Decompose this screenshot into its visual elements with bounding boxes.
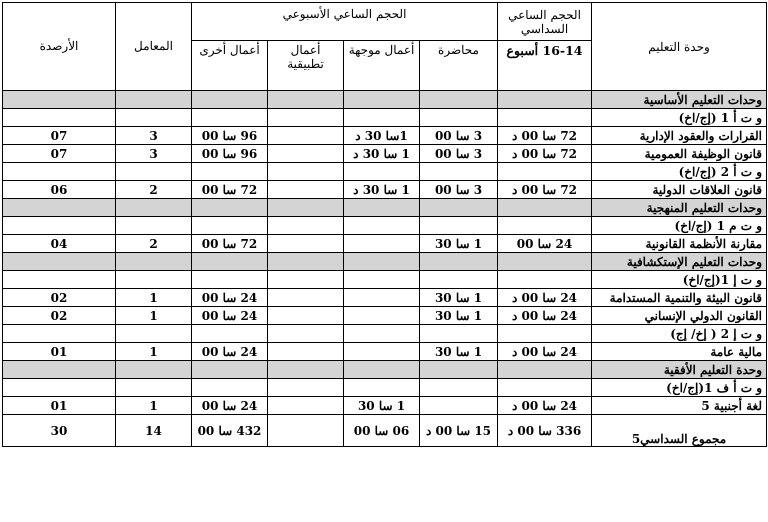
empty-cell bbox=[192, 217, 268, 235]
cell-semester: 24 سا 00 د bbox=[498, 289, 592, 307]
cell-credits: 06 bbox=[3, 181, 116, 199]
cell-tutorial bbox=[344, 235, 420, 253]
cell-lecture: 15 سا 00 د bbox=[420, 415, 498, 447]
header-weekly-hours: الحجم الساعي الأسبوعي bbox=[192, 3, 498, 41]
cell-tutorial bbox=[344, 307, 420, 325]
empty-cell bbox=[192, 325, 268, 343]
empty-cell bbox=[498, 379, 592, 397]
empty-cell bbox=[116, 271, 192, 289]
empty-cell bbox=[3, 379, 116, 397]
empty-cell bbox=[3, 217, 116, 235]
cell-tutorial bbox=[344, 289, 420, 307]
header-unit: وحدة التعليم bbox=[592, 3, 767, 91]
cell-coef: 3 bbox=[116, 145, 192, 163]
cell-name: القانون الدولي الإنساني bbox=[592, 307, 767, 325]
course-row bbox=[3, 127, 767, 145]
cell-other: 24 سا 00 bbox=[192, 343, 268, 361]
cell-lecture: 1 سا 30 bbox=[420, 343, 498, 361]
empty-cell bbox=[192, 163, 268, 181]
cell-practical bbox=[268, 181, 344, 199]
empty-cell bbox=[192, 199, 268, 217]
cell-practical bbox=[268, 307, 344, 325]
empty-cell bbox=[116, 253, 192, 271]
cell-lecture: 3 سا 00 bbox=[420, 145, 498, 163]
section-label: وحدات التعليم الأساسية bbox=[592, 91, 767, 109]
empty-cell bbox=[192, 379, 268, 397]
curriculum-table bbox=[2, 2, 767, 447]
cell-tutorial: 1 سا 30 bbox=[344, 397, 420, 415]
cell-credits: 04 bbox=[3, 235, 116, 253]
cell-other: 72 سا 00 bbox=[192, 235, 268, 253]
empty-cell bbox=[116, 91, 192, 109]
empty-cell bbox=[3, 361, 116, 379]
cell-name: مقارنة الأنظمة القانونية bbox=[592, 235, 767, 253]
empty-cell bbox=[3, 325, 116, 343]
cell-lecture bbox=[420, 397, 498, 415]
cell-semester: 72 سا 00 د bbox=[498, 127, 592, 145]
empty-cell bbox=[116, 163, 192, 181]
empty-cell bbox=[344, 271, 420, 289]
table-body bbox=[3, 91, 767, 447]
cell-practical bbox=[268, 415, 344, 447]
subunit-label: و ت أ ف 1(إج/اخ) bbox=[592, 379, 767, 397]
empty-cell bbox=[192, 91, 268, 109]
empty-cell bbox=[116, 325, 192, 343]
header-credits: الأرصدة bbox=[3, 3, 116, 91]
empty-cell bbox=[498, 253, 592, 271]
empty-cell bbox=[498, 361, 592, 379]
empty-cell bbox=[116, 199, 192, 217]
subunit-label: و ت إ 2 ( إخ/ إج) bbox=[592, 325, 767, 343]
cell-tutorial: 1 سا 30 د bbox=[344, 145, 420, 163]
section-row bbox=[3, 361, 767, 379]
section-label: وحدات التعليم المنهجية bbox=[592, 199, 767, 217]
empty-cell bbox=[344, 325, 420, 343]
empty-cell bbox=[3, 91, 116, 109]
subunit-label: و ت أ 2 (إج/اخ) bbox=[592, 163, 767, 181]
cell-other: 24 سا 00 bbox=[192, 397, 268, 415]
subunit-label: و ت إ 1(إج/اخ) bbox=[592, 271, 767, 289]
empty-cell bbox=[116, 109, 192, 127]
cell-semester: 24 سا 00 د bbox=[498, 397, 592, 415]
empty-cell bbox=[268, 253, 344, 271]
empty-cell bbox=[498, 163, 592, 181]
cell-lecture: 3 سا 00 bbox=[420, 127, 498, 145]
cell-credits: 02 bbox=[3, 289, 116, 307]
empty-cell bbox=[344, 109, 420, 127]
empty-cell bbox=[3, 253, 116, 271]
cell-other: 24 سا 00 bbox=[192, 307, 268, 325]
empty-cell bbox=[420, 163, 498, 181]
empty-cell bbox=[344, 253, 420, 271]
course-row bbox=[3, 181, 767, 199]
cell-credits: 01 bbox=[3, 397, 116, 415]
cell-coef: 1 bbox=[116, 397, 192, 415]
empty-cell bbox=[420, 253, 498, 271]
empty-cell bbox=[268, 91, 344, 109]
empty-cell bbox=[268, 325, 344, 343]
empty-cell bbox=[344, 217, 420, 235]
course-row bbox=[3, 343, 767, 361]
empty-cell bbox=[3, 109, 116, 127]
cell-credits: 01 bbox=[3, 343, 116, 361]
header-coefficient: المعامل bbox=[116, 3, 192, 91]
empty-cell bbox=[268, 163, 344, 181]
subunit-row bbox=[3, 325, 767, 343]
cell-semester: 72 سا 00 د bbox=[498, 145, 592, 163]
empty-cell bbox=[420, 379, 498, 397]
empty-cell bbox=[420, 217, 498, 235]
cell-semester: 24 سا 00 د bbox=[498, 343, 592, 361]
cell-tutorial: 1سا 30 د bbox=[344, 127, 420, 145]
cell-other: 432 سا 00 bbox=[192, 415, 268, 447]
cell-coef: 14 bbox=[116, 415, 192, 447]
cell-coef: 1 bbox=[116, 343, 192, 361]
cell-lecture: 1 سا 30 bbox=[420, 235, 498, 253]
cell-practical bbox=[268, 145, 344, 163]
empty-cell bbox=[344, 361, 420, 379]
empty-cell bbox=[268, 361, 344, 379]
course-row bbox=[3, 397, 767, 415]
subunit-row bbox=[3, 379, 767, 397]
cell-tutorial: 1 سا 30 د bbox=[344, 181, 420, 199]
section-row bbox=[3, 91, 767, 109]
empty-cell bbox=[192, 361, 268, 379]
subunit-row bbox=[3, 109, 767, 127]
cell-name: مجموع السداسي5 bbox=[592, 415, 767, 447]
empty-cell bbox=[116, 361, 192, 379]
header-weeks: 16-14 أسبوع bbox=[498, 41, 592, 91]
course-row bbox=[3, 307, 767, 325]
section-label: وحدة التعليم الأفقية bbox=[592, 361, 767, 379]
empty-cell bbox=[3, 199, 116, 217]
empty-cell bbox=[268, 217, 344, 235]
cell-name: قانون الوظيفة العمومية bbox=[592, 145, 767, 163]
cell-name: لغة أجنبية 5 bbox=[592, 397, 767, 415]
cell-name: مالية عامة bbox=[592, 343, 767, 361]
empty-cell bbox=[498, 199, 592, 217]
empty-cell bbox=[344, 199, 420, 217]
cell-other: 96 سا 00 bbox=[192, 145, 268, 163]
cell-coef: 1 bbox=[116, 307, 192, 325]
empty-cell bbox=[268, 109, 344, 127]
cell-coef: 2 bbox=[116, 235, 192, 253]
empty-cell bbox=[268, 199, 344, 217]
subunit-label: و ت أ 1 (إج/اخ) bbox=[592, 109, 767, 127]
cell-credits: 02 bbox=[3, 307, 116, 325]
cell-semester: 24 سا 00 bbox=[498, 235, 592, 253]
empty-cell bbox=[420, 325, 498, 343]
cell-coef: 3 bbox=[116, 127, 192, 145]
cell-credits: 30 bbox=[3, 415, 116, 447]
empty-cell bbox=[268, 379, 344, 397]
cell-practical bbox=[268, 289, 344, 307]
empty-cell bbox=[192, 271, 268, 289]
cell-name: قانون العلاقات الدولية bbox=[592, 181, 767, 199]
cell-practical bbox=[268, 127, 344, 145]
section-row bbox=[3, 199, 767, 217]
empty-cell bbox=[420, 91, 498, 109]
cell-other: 24 سا 00 bbox=[192, 289, 268, 307]
cell-practical bbox=[268, 235, 344, 253]
course-row bbox=[3, 289, 767, 307]
cell-other: 96 سا 00 bbox=[192, 127, 268, 145]
cell-lecture: 1 سا 30 bbox=[420, 307, 498, 325]
empty-cell bbox=[498, 271, 592, 289]
cell-tutorial: 06 سا 00 bbox=[344, 415, 420, 447]
cell-tutorial bbox=[344, 343, 420, 361]
cell-semester: 336 سا 00 د bbox=[498, 415, 592, 447]
cell-coef: 1 bbox=[116, 289, 192, 307]
empty-cell bbox=[420, 271, 498, 289]
subunit-label: و ت م 1 (إج/اخ) bbox=[592, 217, 767, 235]
cell-practical bbox=[268, 343, 344, 361]
section-row bbox=[3, 253, 767, 271]
empty-cell bbox=[498, 91, 592, 109]
header-practical: أعمال تطبيقية bbox=[268, 41, 344, 91]
subunit-row bbox=[3, 163, 767, 181]
cell-name: قانون البيئة والتنمية المستدامة bbox=[592, 289, 767, 307]
cell-coef: 2 bbox=[116, 181, 192, 199]
empty-cell bbox=[3, 271, 116, 289]
cell-practical bbox=[268, 397, 344, 415]
empty-cell bbox=[344, 379, 420, 397]
header-tutorial: أعمال موجهة bbox=[344, 41, 420, 91]
empty-cell bbox=[116, 379, 192, 397]
empty-cell bbox=[498, 109, 592, 127]
cell-lecture: 3 سا 00 bbox=[420, 181, 498, 199]
cell-semester: 72 سا 00 د bbox=[498, 181, 592, 199]
cell-lecture: 1 سا 30 bbox=[420, 289, 498, 307]
header-lecture: محاضرة bbox=[420, 41, 498, 91]
cell-semester: 24 سا 00 د bbox=[498, 307, 592, 325]
cell-credits: 07 bbox=[3, 127, 116, 145]
empty-cell bbox=[420, 109, 498, 127]
empty-cell bbox=[498, 325, 592, 343]
empty-cell bbox=[192, 109, 268, 127]
empty-cell bbox=[192, 253, 268, 271]
empty-cell bbox=[268, 271, 344, 289]
subunit-row bbox=[3, 217, 767, 235]
course-row bbox=[3, 145, 767, 163]
empty-cell bbox=[344, 91, 420, 109]
empty-cell bbox=[3, 163, 116, 181]
total-row bbox=[3, 415, 767, 447]
section-label: وحدات التعليم الإستكشافية bbox=[592, 253, 767, 271]
empty-cell bbox=[420, 361, 498, 379]
empty-cell bbox=[498, 217, 592, 235]
cell-credits: 07 bbox=[3, 145, 116, 163]
empty-cell bbox=[116, 217, 192, 235]
cell-other: 72 سا 00 bbox=[192, 181, 268, 199]
header-semester-hours: الحجم الساعي السداسي bbox=[498, 3, 592, 41]
empty-cell bbox=[420, 199, 498, 217]
cell-name: القرارات والعقود الإدارية bbox=[592, 127, 767, 145]
subunit-row bbox=[3, 271, 767, 289]
header-other: أعمال أخرى bbox=[192, 41, 268, 91]
empty-cell bbox=[344, 163, 420, 181]
course-row bbox=[3, 235, 767, 253]
